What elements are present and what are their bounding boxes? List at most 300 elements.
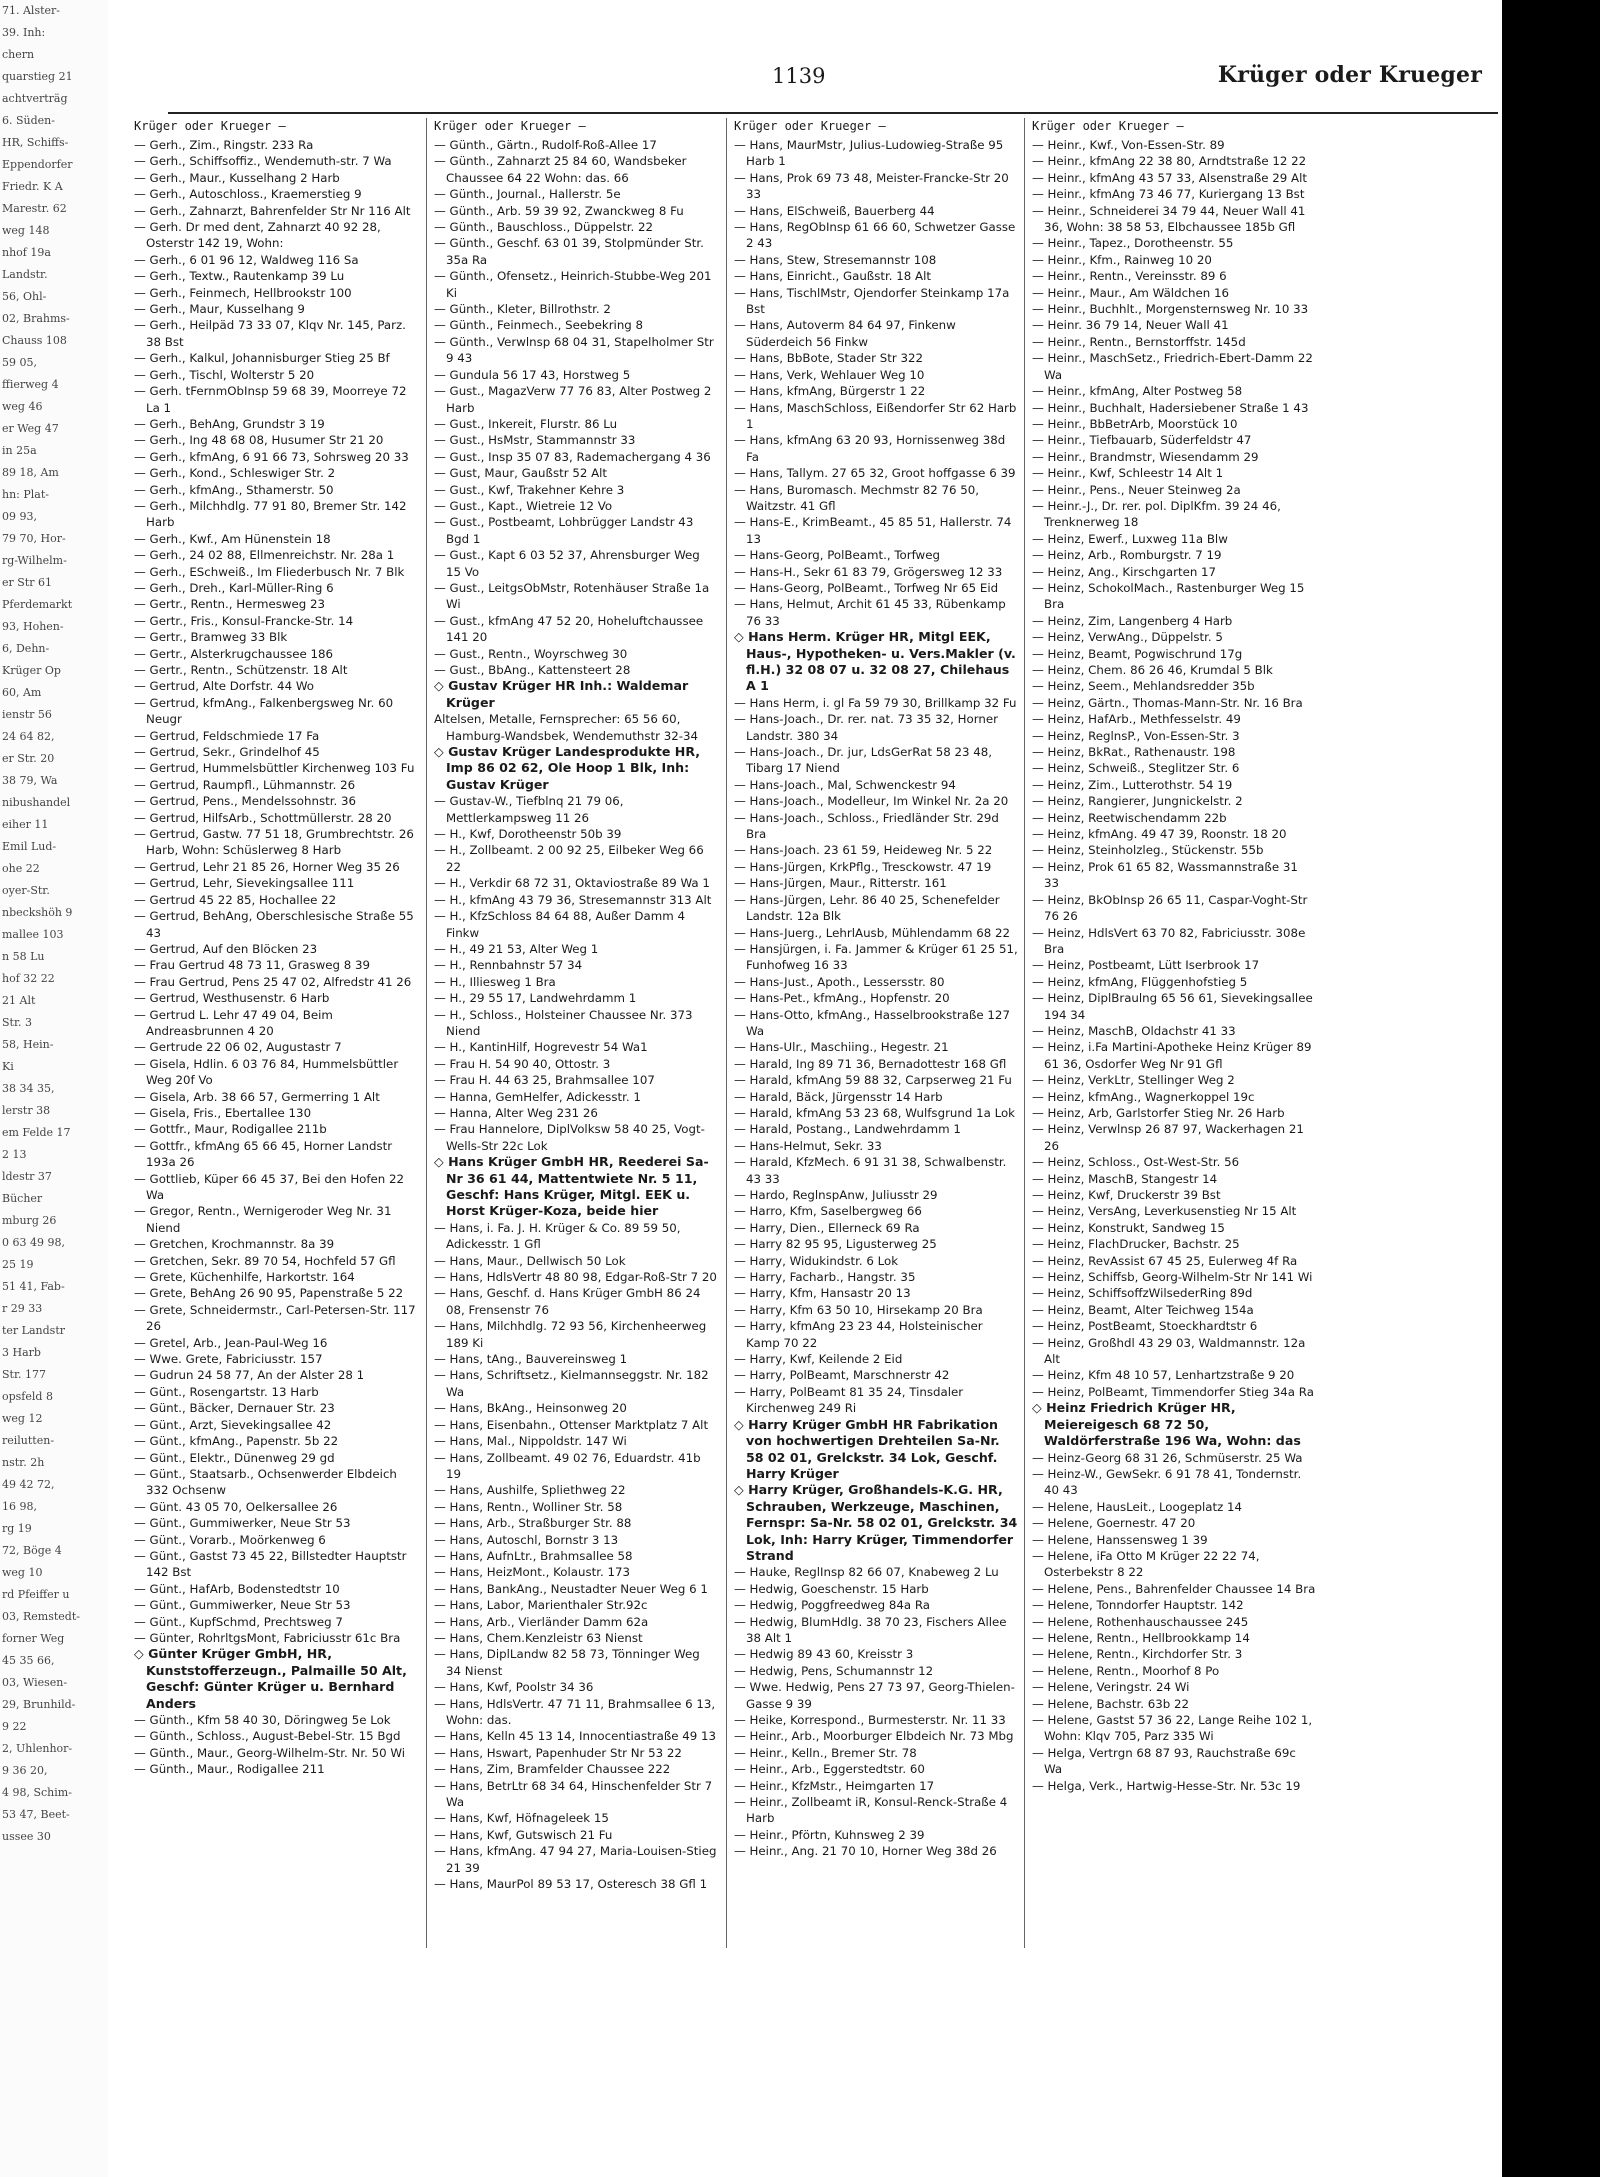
- directory-entry: — Heinz, i.Fa Martini-Apotheke Heinz Krüger 89 61 36, Osdorfer Weg Nr 91 Gfl: [1032, 1040, 1312, 1071]
- directory-entry: — Gerh., 24 02 88, Ellmenreichstr. Nr. 28a 1: [134, 548, 395, 563]
- gutter-line: Str. 177: [2, 1368, 46, 1381]
- directory-entry: — Gottfr., kfmAng 65 66 45, Horner Landstr 193a 26: [134, 1138, 393, 1170]
- directory-entry: — Gertrud, Raumpfl., Lühmannstr. 26: [134, 777, 356, 792]
- directory-entry: — Gust., Rentn., Woyrschweg 30: [434, 646, 628, 661]
- directory-entry: — Harald, Bäck, Jürgensstr 14 Harb: [734, 1089, 943, 1104]
- directory-entry: — Günt., Staatsarb., Ochsenwerder Elbdeich 332 Ochsenw: [134, 1466, 397, 1498]
- directory-entry: — H., kfmAng 43 79 36, Stresemannstr 313 Alt: [434, 892, 712, 907]
- directory-entry: — Hans, HdlsVertr 48 80 98, Edgar-Roß-Str 7 20: [434, 1270, 717, 1285]
- directory-entry: — Helene, HausLeit., Loogeplatz 14: [1032, 1499, 1243, 1514]
- gutter-line: ienstr 56: [2, 708, 52, 721]
- directory-entry: — Gertrud, Gastw. 77 51 18, Grumbrechtstr. 26 Harb, Wohn: Schüslerweg 8 Harb: [134, 827, 414, 858]
- directory-entry: — Gerh., kfmAng, 6 91 66 73, Sohrsweg 20 33: [134, 449, 409, 464]
- gutter-line: 21 Alt: [2, 994, 36, 1007]
- previous-page-fragment: [0, 0, 110, 2177]
- directory-entry: — Heinr., Pens., Neuer Steinweg 2a: [1032, 482, 1241, 497]
- directory-entry: — Heinz, Reetwischendamm 22b: [1032, 810, 1227, 825]
- directory-entry: — Hans, Geschf. d. Hans Krüger GmbH 86 24 08, Frensenstr 76: [434, 1286, 701, 1317]
- gutter-line: 2 13: [2, 1148, 27, 1161]
- directory-entry: — Heinr., Arb., Eggerstedtstr. 60: [734, 1762, 925, 1777]
- directory-entry: — Heike, Korrespond., Burmesterstr. Nr. 11 33: [734, 1713, 1006, 1727]
- gutter-line: Marestr. 62: [2, 202, 67, 215]
- directory-entry: — Heinz, Schiffsb, Georg-Wilhelm-Str Nr 141 Wi: [1032, 1270, 1313, 1285]
- directory-entry: — Gertrud, Lehr 21 85 26, Horner Weg 35 26: [134, 859, 400, 874]
- directory-entry: — Günt., Gastst 73 45 22, Billstedter Hauptstr 142 Bst: [134, 1548, 407, 1580]
- directory-entry: — Gertrud, Lehr, Sievekingsallee 111: [134, 876, 355, 891]
- directory-entry: — Hans, Milchhdlg. 72 93 56, Kirchenheerweg 189 Ki: [434, 1319, 707, 1350]
- directory-entry: — Heinr., Rentn., Bernstorffstr. 145d: [1032, 334, 1246, 349]
- directory-entry: — Helene, Rothenhauschaussee 245: [1032, 1614, 1249, 1629]
- directory-entry: — Helene, Rentn., Moorhof 8 Po: [1032, 1663, 1220, 1678]
- gutter-line: 03, Wiesen-: [2, 1676, 68, 1689]
- gutter-line: 16 98,: [2, 1500, 37, 1513]
- directory-entry: — Günter, RohrltgsMont, Fabriciusstr 61c Bra: [134, 1630, 401, 1645]
- directory-entry: — Gust., MagazVerw 77 76 83, Alter Postweg 2 Harb: [434, 384, 712, 415]
- directory-entry: — Heinr., Tiefbauarb, Süderfeldstr 47: [1032, 433, 1252, 448]
- directory-entry: — Gottfr., Maur, Rodigallee 211b: [134, 1122, 327, 1137]
- directory-entry: — Helene, Veringstr. 24 Wi: [1032, 1680, 1190, 1695]
- directory-entry: — Frau Hannelore, DiplVolksw 58 40 25, Vogt-Wells-Str 22c Lok: [434, 1122, 705, 1153]
- directory-entry: — Hans, MaurMstr, Julius-Ludowieg-Straße 95 Harb 1: [734, 138, 1004, 169]
- column-heading: Krüger oder Krueger —: [1032, 119, 1184, 133]
- directory-entry: — Heinz, BkObInsp 26 65 11, Caspar-Voght-Str 76 26: [1032, 892, 1308, 924]
- gutter-line: n 58 Lu: [2, 950, 45, 963]
- directory-entry: — Harry, Kfm, Hansastr 20 13: [734, 1286, 911, 1301]
- directory-entry: — Hans-Joach., Schloss., Friedländer Str. 29d Bra: [734, 810, 999, 842]
- directory-entry: — Hans, Rentn., Wolliner Str. 58: [434, 1499, 623, 1514]
- directory-entry: — Hans, Helmut, Archit 61 45 33, Rübenkamp 76 33: [734, 597, 1006, 628]
- gutter-line: r 29 33: [2, 1302, 43, 1315]
- directory-entry: — Hans, RegObInsp 61 66 60, Schwetzer Gasse 2 43: [734, 220, 1016, 251]
- gutter-line: 9 22: [2, 1720, 27, 1733]
- directory-entry: — Hans, Kwf, Höfnageleek 15: [434, 1811, 609, 1826]
- directory-page: [108, 0, 1502, 2177]
- gutter-line: in 25a: [2, 444, 37, 457]
- directory-entry: — Gerh., BehAng, Grundstr 3 19: [134, 416, 325, 431]
- directory-entry: — Heinr., kfmAng 22 38 80, Arndtstraße 12 22: [1032, 154, 1307, 169]
- gutter-line: 38 34 35,: [2, 1082, 55, 1095]
- directory-entry: — Hans, Buromasch. Mechmstr 82 76 50, Waitzstr. 41 Gfl: [734, 482, 980, 513]
- directory-entry: — Hans, BkAng., Heinsonweg 20: [434, 1401, 627, 1416]
- directory-entry: — Harry, PolBeamt, Marschnerstr 42: [734, 1368, 950, 1383]
- directory-entry: — Günt. 43 05 70, Oelkersallee 26: [134, 1499, 338, 1514]
- directory-entry: — Gertr., Fris., Konsul-Francke-Str. 14: [134, 613, 354, 628]
- directory-entry: — Heinz, MaschB, Stangestr 14: [1032, 1171, 1218, 1186]
- directory-entry: — Harald, Ing 89 71 36, Bernadottestr 168 Gfl: [734, 1056, 1007, 1071]
- directory-entry: — Hans, BetrLtr 68 34 64, Hinschenfelder Str 7 Wa: [434, 1778, 713, 1810]
- gutter-line: 71. Alster-: [2, 4, 61, 17]
- directory-entry: — H., Rennbahnstr 57 34: [434, 958, 583, 973]
- gutter-line: er Str. 20: [2, 752, 55, 765]
- directory-entry: — Heinr., Kfm., Rainweg 10 20: [1032, 252, 1212, 267]
- gutter-line: 72, Böge 4: [2, 1544, 62, 1557]
- directory-entry: — Günt., kfmAng., Papenstr. 5b 22: [134, 1434, 339, 1449]
- directory-entry: — Heinr., Pförtn, Kuhnsweg 2 39: [734, 1827, 925, 1842]
- gutter-line: lerstr 38: [2, 1104, 51, 1117]
- directory-entry: — Hans-Jürgen, KrkPflg., Tresckowstr. 47 19: [734, 859, 992, 874]
- gutter-line: Chauss 108: [2, 334, 67, 347]
- directory-entry: — Heinz, SchiffsoffzWilsederRing 89d: [1032, 1286, 1253, 1301]
- directory-entry: — Harry, Facharb., Hangstr. 35: [734, 1270, 916, 1285]
- directory-entry: — Hans-Joach., Dr. jur, LdsGerRat 58 23 48, Tibarg 17 Niend: [734, 745, 993, 776]
- directory-entry: — Heinz, PostBeamt, Stoeckhardtstr 6: [1032, 1319, 1258, 1334]
- gutter-line: eiher 11: [2, 818, 49, 831]
- directory-entry: — Hans-Just., Apoth., Lessersstr. 80: [734, 974, 945, 989]
- directory-entry: — Heinr., Ang. 21 70 10, Horner Weg 38d 26: [734, 1844, 997, 1859]
- directory-entry: — Gust., HsMstr, Stammannstr 33: [434, 433, 636, 448]
- directory-entry: — Hans-Pet., kfmAng., Hopfenstr. 20: [734, 991, 950, 1006]
- directory-entry: — Hans, kfmAng, Bürgerstr 1 22: [734, 384, 926, 399]
- directory-entry: — Gerh. Dr med dent, Zahnarzt 40 92 28, Osterstr 142 19, Wohn:: [134, 220, 381, 251]
- directory-entry: — Heinr., Buchhalt, Hadersiebener Straße 1 43: [1032, 400, 1309, 415]
- gutter-line: weg 148: [2, 224, 50, 237]
- directory-entry: — Gerh., Zim., Ringstr. 233 Ra: [134, 138, 314, 152]
- directory-entry: — Gretchen, Krochmannstr. 8a 39: [134, 1237, 335, 1252]
- directory-entry: Altelsen, Metalle, Fernsprecher: 65 56 60, Hamburg-Wandsbek, Wendemuthstr 32-34: [434, 712, 698, 743]
- directory-entry: — Hans, Zollbeamt. 49 02 76, Eduardstr. 41b 19: [434, 1450, 701, 1481]
- directory-entry: — Gertrud, Feldschmiede 17 Fa: [134, 728, 320, 743]
- gutter-line: 25 19: [2, 1258, 34, 1271]
- directory-entry: — Hans-Jürgen, Maur., Ritterstr. 161: [734, 876, 947, 891]
- gutter-line: er Str 61: [2, 576, 52, 589]
- directory-entry: — Gerh. tFernmObInsp 59 68 39, Moorreye 72 La 1: [134, 384, 407, 415]
- directory-entry: — Hans, Stew, Stresemannstr 108: [734, 252, 937, 267]
- directory-entry: — Harry 82 95 95, Ligusterweg 25: [734, 1237, 937, 1252]
- directory-entry: — Heinz, Kwf, Druckerstr 39 Bst: [1032, 1188, 1221, 1202]
- directory-entry: — Harry, PolBeamt 81 35 24, Tinsdaler Kirchenweg 249 Ri: [734, 1384, 964, 1416]
- directory-entry: — Heinr., Tapez., Dorotheenstr. 55: [1032, 236, 1234, 251]
- directory-entry: — Gertrud, Auf den Blöcken 23: [134, 941, 318, 956]
- directory-entry: — Hans, Aushilfe, Spliethweg 22: [434, 1483, 626, 1498]
- directory-entry: — H., Schloss., Holsteiner Chaussee Nr. 373 Niend: [434, 1007, 693, 1038]
- directory-entry: — Heinz, HdlsVert 63 70 82, Fabriciusstr. 308e Bra: [1032, 925, 1306, 956]
- directory-entry: — Heinz, VersAng, Leverkusenstieg Nr 15 Alt: [1032, 1204, 1297, 1219]
- directory-entry: — H., KantinHilf, Hogrevestr 54 Wa1: [434, 1040, 648, 1055]
- gutter-line: ohe 22: [2, 862, 40, 875]
- directory-entry: — Helene, Tonndorfer Hauptstr. 142: [1032, 1598, 1244, 1613]
- gutter-line: forner Weg: [2, 1632, 65, 1645]
- directory-entry: — Heinz-Georg 68 31 26, Schmüserstr. 25 Wa: [1032, 1450, 1303, 1465]
- directory-entry: — Heinz, Kfm 48 10 57, Lenhartzstraße 9 20: [1032, 1368, 1295, 1383]
- directory-entry: — Hardo, ReglnspAnw, Juliusstr 29: [734, 1188, 938, 1202]
- directory-entry: — Helene, Pens., Bahrenfelder Chaussee 14 Bra: [1032, 1581, 1316, 1596]
- gutter-line: 4 98, Schim-: [2, 1786, 72, 1799]
- gutter-line: nstr. 2h: [2, 1456, 45, 1469]
- directory-entry: — Gertrud, HilfsArb., Schottmüllerstr. 28 20: [134, 810, 392, 825]
- directory-entry: — Gust., Postbeamt, Lohbrügger Landstr 43 Bgd 1: [434, 515, 694, 546]
- gutter-line: hof 32 22: [2, 972, 55, 985]
- directory-entry: — Helene, Bachstr. 63b 22: [1032, 1696, 1190, 1711]
- directory-entry: — Heinz, Ewerf., Luxweg 11a Blw: [1032, 531, 1228, 546]
- directory-entry: — H., 49 21 53, Alter Weg 1: [434, 941, 599, 956]
- directory-entry: — Gertrud, kfmAng., Falkenbergsweg Nr. 60 Neugr: [134, 695, 394, 727]
- directory-entry: — Hans, TischlMstr, Ojendorfer Steinkamp 17a Bst: [734, 285, 1010, 317]
- directory-entry: — Heinr., Schneiderei 34 79 44, Neuer Wall 41 36, Wohn: 38 58 53, Elbchaussee 185b Gfl: [1032, 203, 1306, 235]
- directory-entry: — Heinz, Prok 61 65 82, Wassmannstraße 31 33: [1032, 859, 1298, 891]
- directory-entry: — Heinz, Rangierer, Jungnickelstr. 2: [1032, 794, 1243, 809]
- entry-list: [734, 137, 1018, 1860]
- directory-entry: — Heinz, Postbeamt, Lütt Iserbrook 17: [1032, 958, 1260, 973]
- directory-entry: — Gust., Kwf, Trakehner Kehre 3: [434, 482, 625, 497]
- directory-entry: — Hans, Arb., Straßburger Str. 88: [434, 1516, 632, 1531]
- directory-entry: — Heinz, Seem., Mehlandsredder 35b: [1032, 679, 1255, 694]
- gutter-line: er Weg 47: [2, 422, 59, 435]
- directory-entry: — Grete, Küchenhilfe, Harkortstr. 164: [134, 1270, 355, 1285]
- business-listing: ◇ Gustav Krüger Landesprodukte HR, Imp 86 02 62, Ole Hoop 1 Blk, Inh: Gustav Krüger: [434, 744, 701, 792]
- gutter-line: rg 19: [2, 1522, 32, 1535]
- directory-entry: — Gust, Maur, Gaußstr 52 Alt: [434, 466, 608, 481]
- directory-entry: — Hans, i. Fa. J. H. Krüger & Co. 89 59 50, Adickesstr. 1 Gfl: [434, 1220, 681, 1252]
- gutter-line: 24 64 82,: [2, 730, 55, 743]
- directory-entry: — Gerh., Milchhdlg. 77 91 80, Bremer Str. 142 Harb: [134, 498, 407, 530]
- gutter-line: 29, Brunhild-: [2, 1698, 76, 1711]
- header-rule: [168, 112, 1498, 114]
- directory-entry: — Gisela, Arb. 38 66 57, Germerring 1 Alt: [134, 1089, 380, 1104]
- gutter-line: 45 35 66,: [2, 1654, 55, 1667]
- directory-entry: — Gertrude 22 06 02, Augustastr 7: [134, 1040, 342, 1055]
- directory-entry: — Helene, Rentn., Kirchdorfer Str. 3: [1032, 1647, 1243, 1662]
- gutter-line: Str. 3: [2, 1016, 32, 1029]
- directory-entry: — Heinz, HafArb., Methfesselstr. 49: [1032, 712, 1241, 727]
- directory-entry: — Heinz, Schweiß., Steglitzer Str. 6: [1032, 761, 1240, 776]
- directory-entry: — Hans, Verk, Wehlauer Weg 10: [734, 367, 925, 382]
- directory-entry: — Harry, Kfm 63 50 10, Hirsekamp 20 Bra: [734, 1302, 983, 1317]
- directory-entry: — Gust., Inkereit, Flurstr. 86 Lu: [434, 416, 618, 431]
- gutter-line: Emil Lud-: [2, 840, 57, 853]
- directory-entry: — Hans-Georg, PolBeamt., Torfweg Nr 65 Eid: [734, 580, 999, 595]
- page-number: 1139: [772, 64, 826, 88]
- directory-entry: — Hans, Mal., Nippoldstr. 147 Wi: [434, 1434, 627, 1449]
- directory-entry: — Heinr., Kelln., Bremer Str. 78: [734, 1745, 917, 1760]
- directory-entry: — Gertr., Bramweg 33 Blk: [134, 630, 288, 645]
- directory-entry: — Günth., Kleter, Billrothstr. 2: [434, 302, 611, 317]
- gutter-line: ldestr 37: [2, 1170, 52, 1183]
- directory-entry: — Hans-Joach. 23 61 59, Heideweg Nr. 5 22: [734, 843, 993, 858]
- column-3: [734, 118, 1018, 1948]
- directory-entry: — Heinr., Zollbeamt iR, Konsul-Renck-Straße 4 Harb: [734, 1795, 1008, 1826]
- directory-entry: — Heinr., BbBetrArb, Moorstück 10: [1032, 416, 1238, 431]
- gutter-line: oyer-Str.: [2, 884, 50, 897]
- directory-entry: — Hans, kfmAng. 47 94 27, Maria-Louisen-Stieg 21 39: [434, 1844, 717, 1875]
- directory-entry: — Heinz, Zim., Lutterothstr. 54 19: [1032, 777, 1233, 792]
- directory-entry: — Heinr., Rentn., Vereinsstr. 89 6: [1032, 269, 1227, 284]
- directory-entry: — Heinr., Kwf, Schleestr 14 Alt 1: [1032, 466, 1224, 481]
- directory-entry: — Heinz, Arb., Romburgstr. 7 19: [1032, 548, 1222, 563]
- directory-entry: — Heinz, RevAssist 67 45 25, Eulerweg 4f Ra: [1032, 1253, 1298, 1268]
- gutter-line: reilutten-: [2, 1434, 55, 1447]
- directory-entry: — Gertrud, BehAng, Oberschlesische Straße 55 43: [134, 909, 414, 940]
- directory-entry: — Günt., Bäcker, Dernauer Str. 23: [134, 1401, 335, 1416]
- column-heading: Krüger oder Krueger —: [434, 119, 586, 133]
- gutter-line: chern: [2, 48, 35, 61]
- gutter-line: nibushandel: [2, 796, 71, 809]
- directory-entry: — Heinr., kfmAng 43 57 33, Alsenstraße 29 Alt: [1032, 170, 1307, 185]
- directory-entry: — Hans, DiplLandw 82 58 73, Tönninger Weg 34 Nienst: [434, 1647, 700, 1678]
- column-divider: [1024, 118, 1025, 1948]
- directory-entry: — Gust., Kapt 6 03 52 37, Ahrensburger Weg 15 Vo: [434, 548, 700, 579]
- gutter-line: rg-Wilhelm-: [2, 554, 67, 567]
- gutter-line: 3 Harb: [2, 1346, 41, 1359]
- directory-entry: — Hans, Autoschl, Bornstr 3 13: [434, 1532, 619, 1547]
- directory-entry: — Gerh., Textw., Rautenkamp 39 Lu: [134, 269, 345, 284]
- directory-entry: — Helene, Hanssensweg 1 39: [1032, 1532, 1208, 1547]
- gutter-line: em Felde 17: [2, 1126, 71, 1139]
- gutter-line: quarstieg 21: [2, 70, 73, 83]
- gutter-line: 03, Remstedt-: [2, 1610, 80, 1623]
- column-heading: Krüger oder Krueger —: [734, 119, 886, 133]
- gutter-line: hn: Plat-: [2, 488, 49, 501]
- gutter-line: 6, Dehn-: [2, 642, 50, 655]
- directory-entry: — Hans, Schriftsetz., Kielmannseggstr. Nr. 182 Wa: [434, 1368, 709, 1399]
- directory-entry: — Gertrud, Hummelsbüttler Kirchenweg 103 Fu: [134, 761, 415, 776]
- business-listing: ◇ Gustav Krüger HR Inh.: Waldemar Krüger: [434, 678, 689, 710]
- running-head: Krüger oder Krueger: [1217, 62, 1482, 88]
- directory-entry: — Hans, ElSchweiß, Bauerberg 44: [734, 203, 935, 218]
- directory-entry: — Günth., Ofensetz., Heinrich-Stubbe-Weg 201 Ki: [434, 269, 712, 300]
- directory-entry: — Hans, MaurPol 89 53 17, Osteresch 38 Gfl 1: [434, 1877, 708, 1892]
- column-divider: [726, 118, 727, 1948]
- directory-entry: — Helga, Verk., Hartwig-Hesse-Str. Nr. 53c 19: [1032, 1778, 1301, 1793]
- directory-entry: — Heinr., Kwf., Von-Essen-Str. 89: [1032, 138, 1225, 152]
- directory-entry: — Hans, Arb., Vierländer Damm 62a: [434, 1614, 649, 1629]
- directory-entry: — Gerh., ESchweiß., Im Fliederbusch Nr. 7 Blk: [134, 564, 405, 579]
- directory-entry: — Hans-Joach., Mal, Schwenckestr 94: [734, 777, 956, 792]
- gutter-line: nhof 19a: [2, 246, 51, 259]
- directory-entry: — Heinz, Beamt, Pogwischrund 17g: [1032, 646, 1243, 661]
- gutter-line: weg 46: [2, 400, 43, 413]
- directory-entry: — Hans, Prok 69 73 48, Meister-Francke-Str 20 33: [734, 170, 1009, 202]
- directory-entry: — Gerh., Maur, Kusselhang 9: [134, 302, 305, 317]
- directory-entry: — Grete, Schneidermstr., Carl-Petersen-Str. 117 26: [134, 1302, 416, 1334]
- directory-entry: — Gerh., Heilpäd 73 33 07, Klqv Nr. 145, Parz. 38 Bst: [134, 318, 406, 349]
- gutter-line: Pferdemarkt: [2, 598, 73, 611]
- directory-entry: — Hedwig, Pens, Schumannstr 12: [734, 1663, 934, 1678]
- directory-entry: — Heinz, FlachDrucker, Bachstr. 25: [1032, 1237, 1240, 1252]
- gutter-line: 9 36 20,: [2, 1764, 48, 1777]
- gutter-line: Bücher: [2, 1192, 43, 1205]
- directory-entry: — Heinz, VerwAng., Düppelstr. 5: [1032, 630, 1223, 645]
- directory-entry: — Heinr., MaschSetz., Friedrich-Ebert-Damm 22 Wa: [1032, 351, 1313, 382]
- directory-entry: — Heinz, MaschB, Oldachstr 41 33: [1032, 1023, 1236, 1038]
- business-listing: ◇ Günter Krüger GmbH, HR, Kunststofferzeugn., Palmaille 50 Alt, Geschf: Günter Krüger u. Bernhard Anders: [134, 1646, 407, 1711]
- directory-entry: — Hans, HeizMont., Kolaustr. 173: [434, 1565, 631, 1580]
- directory-entry: — Hans-E., KrimBeamt., 45 85 51, Hallerstr. 74 13: [734, 515, 1012, 546]
- directory-entry: — Harro, Kfm, Saselbergweg 66: [734, 1204, 922, 1219]
- directory-entry: — Frau H. 54 90 40, Ottostr. 3: [434, 1056, 611, 1071]
- scan-edge: [1502, 0, 1600, 2177]
- directory-entry: — Hans, Eisenbahn., Ottenser Marktplatz 7 Alt: [434, 1417, 709, 1432]
- directory-entry: — Hans, Kwf, Poolstr 34 36: [434, 1680, 594, 1695]
- directory-entry: — Günth., Geschf. 63 01 39, Stolpmünder Str. 35a Ra: [434, 236, 704, 267]
- directory-entry: — Heinr., Brandmstr, Wiesendamm 29: [1032, 449, 1259, 464]
- directory-entry: — Frau Gertrud 48 73 11, Grasweg 8 39: [134, 958, 371, 973]
- directory-entry: — Hans-Jürgen, Lehr. 86 40 25, Schenefelder Landstr. 12a Blk: [734, 892, 1000, 924]
- directory-entry: — Heinz, PolBeamt, Timmendorfer Stieg 34a Ra: [1032, 1384, 1314, 1399]
- directory-entry: — Gust., LeitgsObMstr, Rotenhäuser Straße 1a Wi: [434, 580, 710, 612]
- directory-entry: — Heinr., kfmAng 73 46 77, Kuriergang 13 Bst: [1032, 187, 1305, 202]
- directory-entry: — Harald, kfmAng 53 23 68, Wulfsgrund 1a Lok: [734, 1105, 1016, 1120]
- column-divider: [426, 118, 427, 1948]
- directory-entry: — Gerh., Feinmech, Hellbrookstr 100: [134, 285, 352, 300]
- gutter-line: Eppendorfer: [2, 158, 73, 171]
- directory-entry: — Günt., HafArb, Bodenstedtstr 10: [134, 1581, 340, 1596]
- directory-entry: — Heinz, Verwlnsp 26 87 97, Wackerhagen 21 26: [1032, 1122, 1304, 1153]
- directory-entry: — Hans, Einricht., Gaußstr. 18 Alt: [734, 269, 931, 284]
- directory-entry: — Hans-Ulr., Maschiing., Hegestr. 21: [734, 1040, 949, 1055]
- directory-entry: — Hans, BbBote, Stader Str 322: [734, 351, 923, 366]
- directory-entry: — Frau H. 44 63 25, Brahmsallee 107: [434, 1073, 655, 1088]
- directory-entry: — Heinz, Chem. 86 26 46, Krumdal 5 Blk: [1032, 663, 1273, 677]
- directory-entry: — Günth., Journal., Hallerstr. 5e: [434, 187, 621, 202]
- directory-entry: — H., Zollbeamt. 2 00 92 25, Eilbeker Weg 66 22: [434, 843, 704, 874]
- directory-entry: — Harry, Kwf, Keilende 2 Eid: [734, 1352, 903, 1367]
- directory-entry: — Günt., Vorarb., Moörkenweg 6: [134, 1532, 326, 1547]
- directory-entry: — Günth., Maur., Rodigallee 211: [134, 1762, 325, 1777]
- gutter-line: mallee 103: [2, 928, 64, 941]
- directory-entry: — Wwe. Hedwig, Pens 27 73 97, Georg-Thielen-Gasse 9 39: [734, 1680, 1015, 1711]
- directory-entry: — Heinr., Arb., Moorburger Elbdeich Nr. 73 Mbg: [734, 1729, 1014, 1744]
- directory-entry: — Heinz, Schloss., Ost-West-Str. 56: [1032, 1155, 1240, 1170]
- directory-entry: — Gerh., 6 01 96 12, Waldweg 116 Sa: [134, 252, 359, 267]
- directory-entry: — Hauke, ReglInsp 82 66 07, Knabeweg 2 Lu: [734, 1565, 999, 1580]
- directory-entry: — Heinr., Buchhlt., Morgensternsweg Nr. 10 33: [1032, 302, 1309, 317]
- directory-entry: — Heinz, Beamt, Alter Teichweg 154a: [1032, 1302, 1254, 1317]
- directory-entry: — Frau Gertrud, Pens 25 47 02, Alfredstr 41 26: [134, 974, 412, 989]
- directory-entry: — Gertrud L. Lehr 47 49 04, Beim Andreasbrunnen 4 20: [134, 1007, 333, 1038]
- directory-entry: — Hanna, GemHelfer, Adickesstr. 1: [434, 1089, 641, 1104]
- directory-entry: — Gertrud, Pens., Mendelssohnstr. 36: [134, 794, 357, 809]
- gutter-line: nbeckshöh 9: [2, 906, 73, 919]
- directory-entry: — Günth., Bauschloss., Düppelstr. 22: [434, 220, 654, 235]
- directory-entry: — Günth., Gärtn., Rudolf-Roß-Allee 17: [434, 138, 657, 152]
- entry-list: [1032, 137, 1316, 1794]
- directory-entry: — Gregor, Rentn., Wernigeroder Weg Nr. 31 Niend: [134, 1204, 392, 1235]
- directory-entry: — Günth., Maur., Georg-Wilhelm-Str. Nr. 50 Wi: [134, 1745, 406, 1760]
- directory-entry: — Günt., Elektr., Dünenweg 29 gd: [134, 1450, 335, 1465]
- directory-entry: — Günt., KupfSchmd, Prechtsweg 7: [134, 1614, 343, 1629]
- directory-entry: — Heinz, BkRat., Rathenaustr. 198: [1032, 745, 1236, 760]
- directory-entry: — Hans, BankAng., Neustadter Neuer Weg 6 1: [434, 1581, 708, 1596]
- directory-entry: — Hans, Tallym. 27 65 32, Groot hoffgasse 6 39: [734, 466, 1016, 481]
- directory-entry: — Gretchen, Sekr. 89 70 54, Hochfeld 57 Gfl: [134, 1253, 396, 1268]
- gutter-line: ffierweg 4: [2, 378, 59, 391]
- directory-entry: — Gertr., Rentn., Schützenstr. 18 Alt: [134, 663, 348, 677]
- directory-entry: — Heinz, Gärtn., Thomas-Mann-Str. Nr. 16 Bra: [1032, 695, 1303, 710]
- directory-entry: — Hans-H., Sekr 61 83 79, Grögersweg 12 33: [734, 564, 1003, 579]
- directory-entry: — Harry, Dien., Ellerneck 69 Ra: [734, 1220, 920, 1235]
- directory-entry: — H., Kwf, Dorotheenstr 50b 39: [434, 827, 622, 842]
- gutter-line: 2, Uhlenhor-: [2, 1742, 73, 1755]
- directory-entry: — H., 29 55 17, Landwehrdamm 1: [434, 991, 637, 1006]
- directory-entry: — Gertrud, Sekr., Grindelhof 45: [134, 745, 320, 760]
- directory-entry: — Hans, Autoverm 84 64 97, Finkenw Süderdeich 56 Finkw: [734, 318, 956, 349]
- gutter-line: HR, Schiffs-: [2, 136, 69, 149]
- entry-list: [434, 137, 718, 1892]
- gutter-line: ussee 30: [2, 1830, 51, 1843]
- directory-entry: — Gottlieb, Küper 66 45 37, Bei den Hofen 22 Wa: [134, 1171, 405, 1202]
- directory-entry: — Heinz, SchokolMach., Rastenburger Weg 15 Bra: [1032, 580, 1305, 612]
- directory-entry: — Gertrud, Alte Dorfstr. 44 Wo: [134, 679, 315, 694]
- business-listing: ◇ Harry Krüger, Großhandels-K.G. HR, Schrauben, Werkzeuge, Maschinen, Fernspr: Sa-Nr. 58 02 01, Grelckstr. 34 Lok, Inh: Harry Krüger, Timmendorfer Strand: [734, 1482, 1018, 1563]
- directory-entry: — Gustav-W., Tiefblnq 21 79 06, Mettlerkampsweg 11 26: [434, 794, 624, 825]
- directory-entry: — Helene, Goernestr. 47 20: [1032, 1516, 1196, 1531]
- directory-entry: — Hans-Georg, PolBeamt., Torfweg: [734, 548, 940, 563]
- gutter-line: weg 12: [2, 1412, 43, 1425]
- column-1: [134, 118, 418, 1948]
- directory-entry: — Heinz, Großhdl 43 29 03, Waldmannstr. 12a Alt: [1032, 1335, 1306, 1367]
- directory-entry: — Gisela, Hdlin. 6 03 76 84, Hummelsbüttler Weg 20f Vo: [134, 1056, 399, 1088]
- directory-entry: — Hans-Juerg., LehrlAusb, Mühlendamm 68 22: [734, 925, 1011, 940]
